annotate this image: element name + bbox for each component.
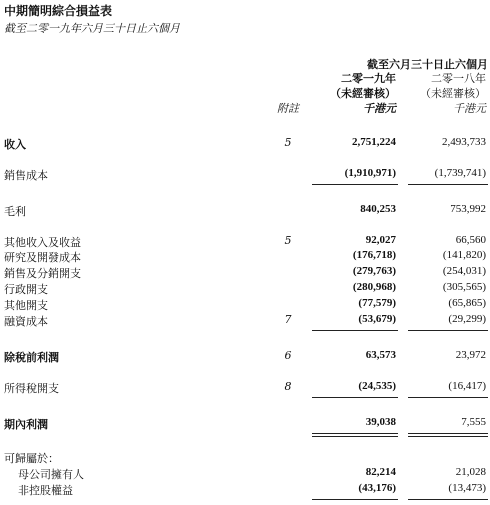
total-double-line-2019: [312, 433, 398, 434]
row-other-expenses-label: 其他開支: [4, 299, 48, 312]
row-selling-label: 銷售及分銷開支: [4, 267, 81, 280]
row-nci-2018: (13,473): [448, 482, 486, 494]
row-other-income-label: 其他收入及收益: [4, 236, 81, 249]
row-revenue-note: 5: [284, 136, 292, 149]
period-header: 截至六月三十日止六個月: [367, 58, 488, 71]
statement-subtitle: 截至二零一九年六月三十日止六個月: [4, 22, 180, 35]
year-2018-header: 二零一八年: [431, 72, 486, 85]
row-gross-profit-2018: 753,992: [450, 203, 486, 215]
row-profit-before-tax-2018: 23,972: [455, 349, 486, 361]
subtotal-line-2019: [312, 499, 398, 500]
total-double-line-2018: [408, 433, 488, 434]
row-other-expenses-2019: (77,579): [358, 297, 396, 309]
row-selling-2018: (254,031): [442, 265, 486, 277]
row-profit-period-2018: 7,555: [461, 416, 486, 428]
unit-2019-header: 千港元: [363, 102, 396, 115]
subtotal-line-2018: [408, 397, 488, 398]
row-selling-2019: (279,763): [352, 265, 396, 277]
row-income-tax-note: 8: [284, 380, 292, 393]
row-finance-costs-2019: (53,679): [358, 313, 396, 325]
row-gross-profit-2019: 840,253: [360, 203, 396, 215]
unaudited-2018-header: （未經審核）: [420, 87, 486, 100]
subtotal-line-2019: [312, 330, 398, 331]
notes-header: 附註: [277, 102, 299, 115]
row-cost-of-sales-label: 銷售成本: [4, 169, 48, 182]
row-finance-costs-label: 融資成本: [4, 315, 48, 328]
row-profit-before-tax-label: 除稅前利潤: [4, 351, 59, 364]
row-profit-before-tax-2019: 63,573: [365, 349, 396, 361]
row-other-income-note: 5: [284, 234, 292, 247]
year-2019-header: 二零一九年: [341, 72, 396, 85]
row-owners-2019: 82,214: [365, 466, 396, 478]
row-cost-of-sales-2019: (1,910,971): [344, 167, 396, 179]
row-rnd-2019: (176,718): [352, 249, 396, 261]
row-admin-label: 行政開支: [4, 283, 48, 296]
row-revenue-2019: 2,751,224: [352, 136, 396, 148]
row-finance-costs-2018: (29,299): [448, 313, 486, 325]
subtotal-line-2018: [408, 499, 488, 500]
row-income-tax-2019: (24,535): [358, 380, 396, 392]
row-nci-2019: (43,176): [358, 482, 396, 494]
row-finance-costs-note: 7: [284, 313, 292, 326]
row-profit-period-label: 期內利潤: [4, 418, 48, 431]
row-owners-2018: 21,028: [455, 466, 486, 478]
row-admin-2019: (280,968): [352, 281, 396, 293]
row-profit-period-2019: 39,038: [365, 416, 396, 428]
row-other-income-2018: 66,560: [455, 234, 486, 246]
row-other-income-2019: 92,027: [365, 234, 396, 246]
row-other-expenses-2018: (65,865): [448, 297, 486, 309]
statement-title: 中期簡明綜合損益表: [4, 4, 113, 18]
row-rnd-2018: (141,820): [442, 249, 486, 261]
row-income-tax-2018: (16,417): [448, 380, 486, 392]
row-attributable-label: 可歸屬於：: [4, 452, 59, 465]
subtotal-line-2019: [312, 184, 398, 185]
row-owners-label: 母公司擁有人: [18, 468, 84, 481]
unaudited-2019-header: （未經審核）: [330, 87, 396, 100]
subtotal-line-2018: [408, 330, 488, 331]
row-cost-of-sales-2018: (1,739,741): [434, 167, 486, 179]
subtotal-line-2018: [408, 184, 488, 185]
total-double-line-2018: [408, 436, 488, 437]
row-revenue-2018: 2,493,733: [442, 136, 486, 148]
row-revenue-label: 收入: [4, 138, 26, 151]
subtotal-line-2019: [312, 397, 398, 398]
total-double-line-2019: [312, 436, 398, 437]
row-income-tax-label: 所得稅開支: [4, 382, 59, 395]
row-gross-profit-label: 毛利: [4, 205, 26, 218]
row-admin-2018: (305,565): [442, 281, 486, 293]
row-nci-label: 非控股權益: [18, 484, 73, 497]
row-profit-before-tax-note: 6: [284, 349, 292, 362]
row-rnd-label: 研究及開發成本: [4, 251, 81, 264]
unit-2018-header: 千港元: [453, 102, 486, 115]
